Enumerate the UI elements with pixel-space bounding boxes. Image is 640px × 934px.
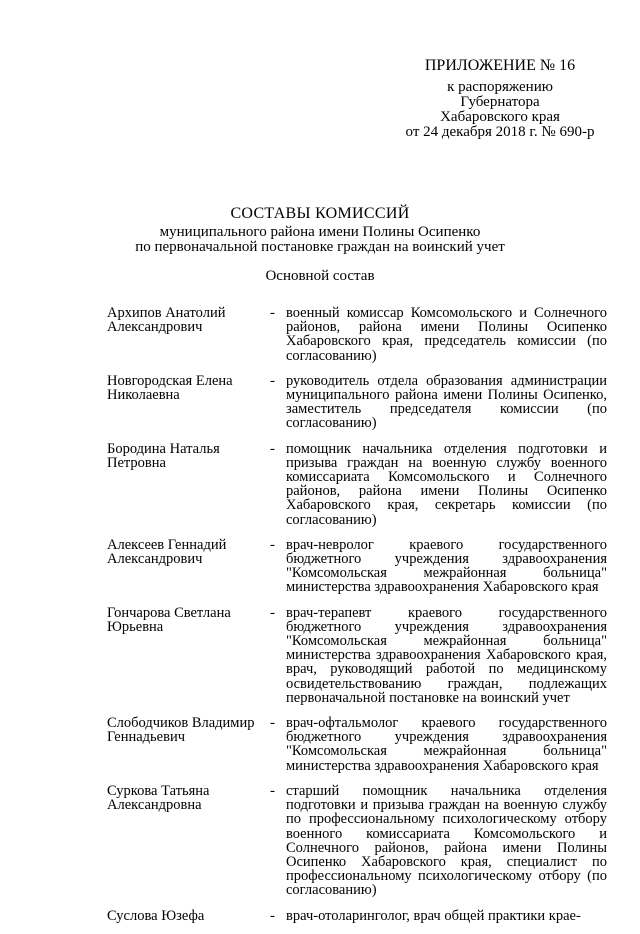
document-subtitle <box>40 225 600 255</box>
member-role: помощник начальника отделения подготовки и призыва граждан на военную службу военного комиссариата Комсомольского и Солнечного районов, района имени Полины Осипенко Хабаровского края, секретарь комиссии (по согласованию) <box>286 440 607 528</box>
member-role: врач-офтальмолог краевого государственного бюджетного учреждения здравоохранения "Комсомольская межрайонная больница" министерства здравоохранения Хабаровского края <box>286 715 607 774</box>
member-dash: - <box>270 440 275 457</box>
member-role: врач-невролог краевого государственного бюджетного учреждения здравоохранения "Комсомольская межрайонная больница" министерства здравоохранения Хабаровского края <box>286 536 607 596</box>
member-surname-first: Новгородская Елена <box>107 372 233 389</box>
member-role: военный комиссар Комсомольского и Солнечного районов, района имени Полины Осипенко Хабаровского края, председатель комиссии (по согласованию) <box>286 305 607 364</box>
member-row <box>107 716 607 773</box>
member-row <box>107 374 607 431</box>
appendix-line-region: Хабаровского края <box>440 109 560 125</box>
member-dash: - <box>270 604 275 621</box>
member-surname-first: Бородина Наталья <box>107 440 220 457</box>
member-patronymic: Александрович <box>107 551 203 568</box>
member-surname-first: Суслова Юзефа <box>107 907 205 924</box>
member-role: старший помощник начальника отделения подготовки и призыва граждан на военную службу по профессиональному психологическому отбору военного комиссариата Комсомольского и Солнечного районов, района имени Полины Осипенко Хабаровского края, специалист по профессиональному психологическому отбору (по согласованию) <box>286 782 607 899</box>
member-patronymic: Геннадьевич <box>107 729 185 746</box>
member-dash: - <box>270 305 275 321</box>
member-dash: - <box>270 536 275 553</box>
member-patronymic: Александровна <box>107 797 202 814</box>
member-row <box>107 606 607 705</box>
appendix-title: ПРИЛОЖЕНИЕ № 16 <box>424 57 576 74</box>
member-role: врач-отоларинголог, врач общей практики крае- <box>286 907 581 924</box>
appendix-line-date: от 24 декабря 2018 г. № 690-р <box>405 124 595 140</box>
member-name <box>107 538 270 595</box>
member-role: врач-терапевт краевого государственного бюджетного учреждения здравоохранения "Комсомольская межрайонная больница" министерства здравоохранения Хабаровского края, врач, руководящий работой по медицинскому освидетельствованию граждан, подлежащих первоначальной постановке на воинский учет <box>286 604 607 706</box>
member-surname-first: Суркова Татьяна <box>107 782 210 799</box>
member-name <box>107 306 270 363</box>
section-title: Основной состав <box>265 268 375 284</box>
member-patronymic: Николаевна <box>107 387 180 404</box>
member-dash: - <box>270 372 275 389</box>
member-row <box>107 909 607 923</box>
member-name <box>107 716 270 773</box>
member-name <box>107 442 270 527</box>
member-name <box>107 606 270 705</box>
member-dash: - <box>270 782 275 799</box>
member-patronymic: Александрович <box>107 319 203 336</box>
appendix-line-governor: Губернатора <box>460 94 540 110</box>
member-name <box>107 784 270 898</box>
member-row <box>107 442 607 527</box>
subtitle-line-1: муниципального района имени Полины Осипенко <box>159 224 481 240</box>
member-patronymic: Петровна <box>107 454 166 471</box>
member-row <box>107 784 607 898</box>
member-row <box>107 538 607 595</box>
member-name <box>107 909 270 923</box>
document-title: СОСТАВЫ КОМИССИЙ <box>230 205 410 222</box>
appendix-block <box>380 58 620 140</box>
member-row <box>107 306 607 363</box>
member-dash: - <box>270 715 275 732</box>
member-surname-first: Алексеев Геннадий <box>107 536 227 553</box>
member-surname-first: Гончарова Светлана <box>107 604 231 621</box>
member-surname-first: Слободчиков Владимир <box>107 715 255 732</box>
member-name <box>107 374 270 431</box>
appendix-line-order: к распоряжению <box>447 79 553 95</box>
member-patronymic: Юрьевна <box>107 618 164 635</box>
subtitle-line-2: по первоначальной постановке граждан на воинский учет <box>135 239 505 255</box>
member-surname-first: Архипов Анатолий <box>107 305 226 321</box>
member-role: руководитель отдела образования администрации муниципального района имени Полины Осипенко, заместитель председателя комиссии (по согласованию) <box>286 372 607 432</box>
member-dash: - <box>270 907 275 924</box>
members-list <box>107 306 607 934</box>
